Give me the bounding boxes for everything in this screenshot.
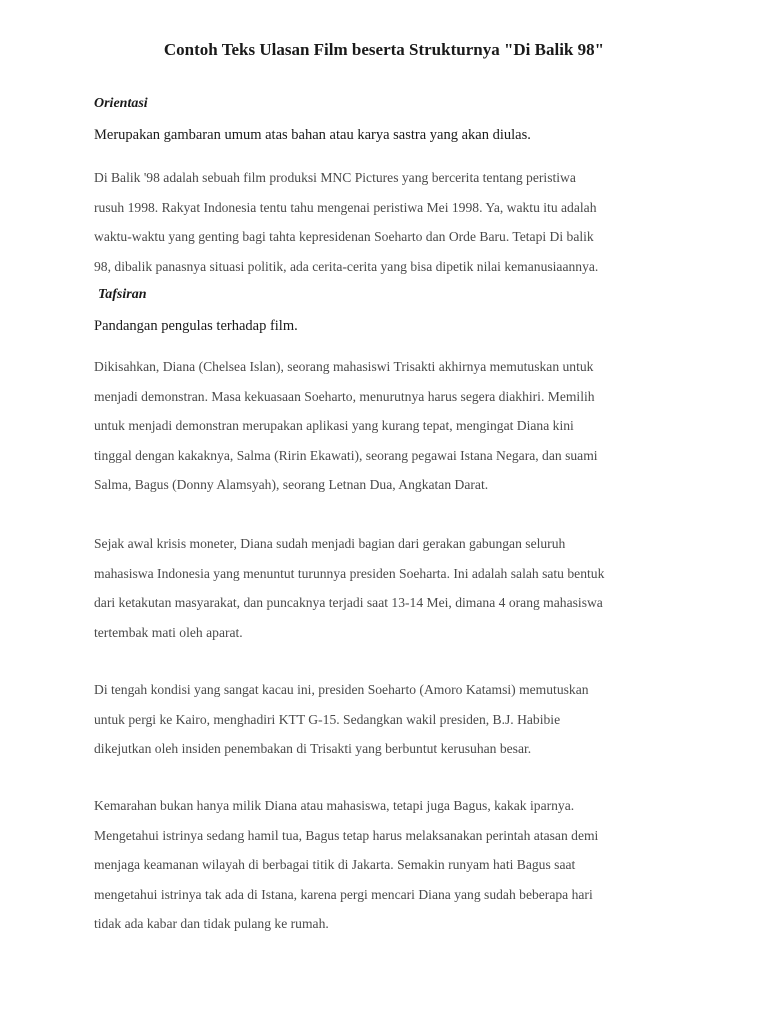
paragraph-line: 98, dibalik panasnya situasi politik, ada cerita-cerita yang bisa dipetik nilai kemanusiaannya. bbox=[94, 258, 599, 274]
paragraph-line: untuk pergi ke Kairo, menghadiri KTT G-15. Sedangkan wakil presiden, B.J. Habibie bbox=[94, 711, 561, 727]
paragraph-line: Mengetahui istrinya sedang hamil tua, Bagus tetap harus melaksanakan perintah atasan demi bbox=[94, 827, 599, 843]
orientasi-paragraph bbox=[94, 163, 694, 281]
paragraph-line: tinggal dengan kakaknya, Salma (Ririn Ekawati), seorang pegawai Istana Negara, dan suami bbox=[94, 447, 598, 463]
tafsiran-paragraph-1 bbox=[94, 352, 694, 500]
orientasi-definition: Merupakan gambaran umum atas bahan atau karya sastra yang akan diulas. bbox=[94, 127, 531, 143]
paragraph-line: waktu-waktu yang genting bagi tahta kepresidenan Soeharto dan Orde Baru. Tetapi Di balik bbox=[94, 229, 594, 244]
paragraph-line: rusuh 1998. Rakyat Indonesia tentu tahu mengenai peristiwa Mei 1998. Ya, waktu itu adalah bbox=[94, 199, 597, 215]
paragraph-line: Sejak awal krisis moneter, Diana sudah menjadi bagian dari gerakan gabungan seluruh bbox=[94, 536, 566, 551]
paragraph-line: menjadi demonstran. Masa kekuasaan Soeharto, menurutnya harus segera diakhiri. Memilih bbox=[94, 388, 595, 404]
paragraph-line: tertembak mati oleh aparat. bbox=[94, 624, 243, 640]
paragraph-line: untuk menjadi demonstran merupakan aplikasi yang kurang tepat, mengingat Diana kini bbox=[94, 418, 574, 433]
paragraph-line: dari ketakutan masyarakat, dan puncaknya terjadi saat 13-14 Mei, dimana 4 orang mahasiswa bbox=[94, 595, 603, 610]
paragraph-line: menjaga keamanan wilayah di berbagai titik di Jakarta. Semakin runyam hati Bagus saat bbox=[94, 857, 576, 872]
paragraph-line: Kemarahan bukan hanya milik Diana atau mahasiswa, tetapi juga Bagus, kakak iparnya. bbox=[94, 798, 575, 813]
tafsiran-paragraph-4 bbox=[94, 791, 694, 939]
section-heading-tafsiran: Tafsiran bbox=[98, 287, 147, 302]
paragraph-line: mengetahui istrinya tak ada di Istana, karena pergi mencari Diana yang sudah beberapa hari bbox=[94, 886, 593, 902]
section-heading-orientasi: Orientasi bbox=[94, 96, 148, 111]
tafsiran-paragraph-2 bbox=[94, 529, 694, 647]
tafsiran-definition: Pandangan pengulas terhadap film. bbox=[94, 318, 298, 334]
paragraph-line: mahasiswa Indonesia yang menuntut turunnya presiden Soeharta. Ini adalah salah satu bentuk bbox=[94, 565, 605, 581]
paragraph-line: tidak ada kabar dan tidak pulang ke rumah. bbox=[94, 916, 329, 931]
paragraph-line: Di tengah kondisi yang sangat kacau ini, presiden Soeharto (Amoro Katamsi) memutuskan bbox=[94, 682, 589, 697]
page-title: Contoh Teks Ulasan Film beserta Strukturnya "Di Balik 98" bbox=[163, 40, 605, 59]
tafsiran-paragraph-3 bbox=[94, 675, 694, 764]
paragraph-line: Salma, Bagus (Donny Alamsyah), seorang Letnan Dua, Angkatan Darat. bbox=[94, 477, 489, 492]
paragraph-line: dikejutkan oleh insiden penembakan di Trisakti yang berbuntut kerusuhan besar. bbox=[94, 741, 532, 756]
paragraph-line: Di Balik '98 adalah sebuah film produksi MNC Pictures yang bercerita tentang peristiwa bbox=[94, 170, 576, 185]
paragraph-line: Dikisahkan, Diana (Chelsea Islan), seorang mahasiswi Trisakti akhirnya memutuskan untuk bbox=[94, 359, 594, 374]
